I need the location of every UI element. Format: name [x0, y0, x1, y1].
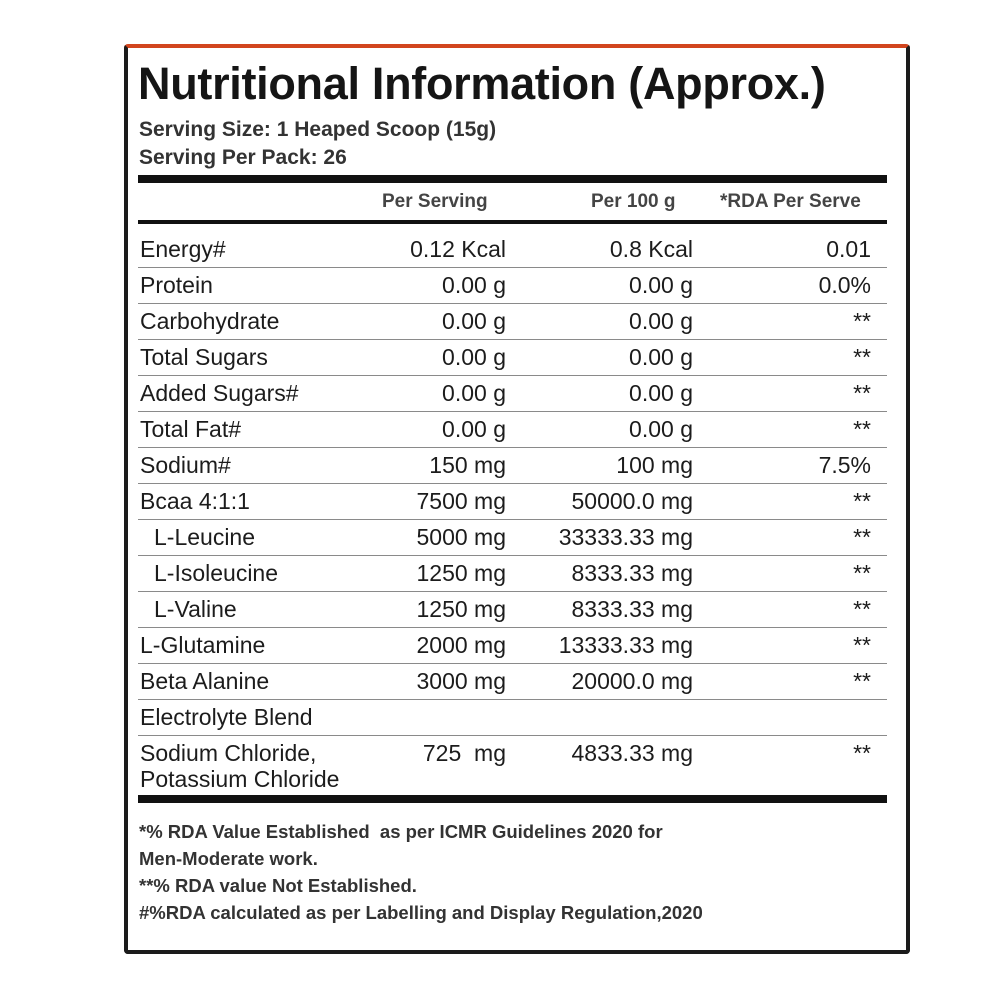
per-serving-value: 0.00 g	[442, 308, 506, 334]
per-serving-value: 150 mg	[429, 452, 506, 478]
nutrition-table	[138, 232, 887, 800]
rda-value: **	[853, 560, 871, 586]
per-serving-value: 0.00 g	[442, 344, 506, 370]
serving-size: Serving Size: 1 Heaped Scoop (15g)	[139, 118, 497, 141]
per-serving-value: 7500 mg	[416, 488, 506, 514]
table-row	[138, 232, 887, 268]
nutrient-name: L-Leucine	[154, 524, 256, 550]
rda-value: 0.01	[826, 236, 871, 262]
rda-value: 7.5%	[818, 452, 871, 478]
per-serving-value	[374, 700, 506, 736]
rda-value: **	[853, 596, 871, 622]
per-100g-value: 0.00 g	[629, 272, 693, 298]
per-serving-value: 5000 mg	[416, 524, 506, 550]
table-row	[138, 484, 887, 520]
serving-per-pack: Serving Per Pack: 26	[139, 146, 347, 169]
nutrient-name: Sodium#	[140, 452, 231, 478]
table-row	[138, 736, 887, 801]
col-header-per-100g: Per 100 g	[591, 191, 676, 212]
nutrient-name: Protein	[140, 272, 213, 298]
table-row	[138, 520, 887, 556]
label-title: Nutritional Information (Approx.)	[138, 58, 826, 109]
per-serving-value: 0.12 Kcal	[410, 236, 506, 262]
per-100g-value: 0.00 g	[629, 380, 693, 406]
rda-value: **	[853, 308, 871, 334]
per-100g-value: 50000.0 mg	[571, 488, 693, 514]
header-divider	[138, 220, 887, 224]
rda-value	[693, 700, 887, 736]
per-serving-value: 2000 mg	[416, 632, 506, 658]
nutrient-name: Added Sugars#	[140, 380, 299, 406]
rda-value: **	[853, 344, 871, 370]
per-serving-value: 0.00 g	[442, 416, 506, 442]
per-100g-value: 8333.33 mg	[571, 596, 693, 622]
rda-value: **	[853, 740, 871, 766]
nutrient-name: Energy#	[140, 236, 226, 262]
table-row	[138, 412, 887, 448]
per-serving-value: 725 mg	[422, 740, 506, 766]
nutrient-name: Bcaa 4:1:1	[140, 488, 250, 514]
per-serving-value: 1250 mg	[416, 560, 506, 586]
per-100g-value: 8333.33 mg	[571, 560, 693, 586]
table-row	[138, 556, 887, 592]
per-100g-value: 4833.33 mg	[571, 740, 693, 766]
rda-value: 0.0%	[818, 272, 871, 298]
per-serving-value: 0.00 g	[442, 272, 506, 298]
table-row	[138, 268, 887, 304]
nutrient-name: Electrolyte Blend	[140, 704, 313, 730]
footnote-labelling-regulation: #%RDA calculated as per Labelling and Display Regulation,2020	[139, 902, 703, 923]
table-row	[138, 304, 887, 340]
per-100g-value: 0.8 Kcal	[609, 236, 693, 262]
rda-value: **	[853, 416, 871, 442]
col-header-rda: *RDA Per Serve	[720, 191, 861, 212]
table-row	[138, 628, 887, 664]
table-row	[138, 340, 887, 376]
nutrient-name: L-Isoleucine	[154, 560, 279, 586]
table-row	[138, 592, 887, 628]
per-100g-value: 0.00 g	[629, 308, 693, 334]
per-serving-value: 1250 mg	[416, 596, 506, 622]
nutrient-name: Total Fat#	[140, 416, 241, 442]
footnote-rda-established: *% RDA Value Established as per ICMR Guidelines 2020 for	[139, 821, 663, 842]
nutrient-name: Carbohydrate	[140, 308, 280, 334]
rda-value: **	[853, 380, 871, 406]
per-100g-value: 0.00 g	[629, 416, 693, 442]
rda-value: **	[853, 632, 871, 658]
per-100g-value: 0.00 g	[629, 344, 693, 370]
nutrient-name: Sodium Chloride, Potassium Chloride	[140, 740, 340, 792]
nutrient-name: Beta Alanine	[140, 668, 270, 694]
table-row	[138, 664, 887, 700]
per-100g-value: 13333.33 mg	[558, 632, 693, 658]
nutrient-name: Total Sugars	[140, 344, 268, 370]
per-serving-value: 3000 mg	[416, 668, 506, 694]
rda-value: **	[853, 488, 871, 514]
footnote-rda-established-cont: Men-Moderate work.	[139, 848, 318, 869]
rda-value: **	[853, 668, 871, 694]
footnote-rda-not-established: **% RDA value Not Established.	[139, 875, 417, 896]
per-100g-value	[506, 700, 693, 736]
rda-value: **	[853, 524, 871, 550]
nutrient-name: L-Valine	[154, 596, 237, 622]
table-row	[138, 448, 887, 484]
bottom-divider	[138, 795, 887, 803]
per-serving-value: 0.00 g	[442, 380, 506, 406]
table-row	[138, 376, 887, 412]
top-divider	[138, 175, 887, 183]
table-row	[138, 700, 887, 736]
nutrient-name: L-Glutamine	[140, 632, 266, 658]
per-100g-value: 33333.33 mg	[558, 524, 693, 550]
col-header-per-serving: Per Serving	[382, 191, 488, 212]
per-100g-value: 20000.0 mg	[571, 668, 693, 694]
per-100g-value: 100 mg	[616, 452, 693, 478]
